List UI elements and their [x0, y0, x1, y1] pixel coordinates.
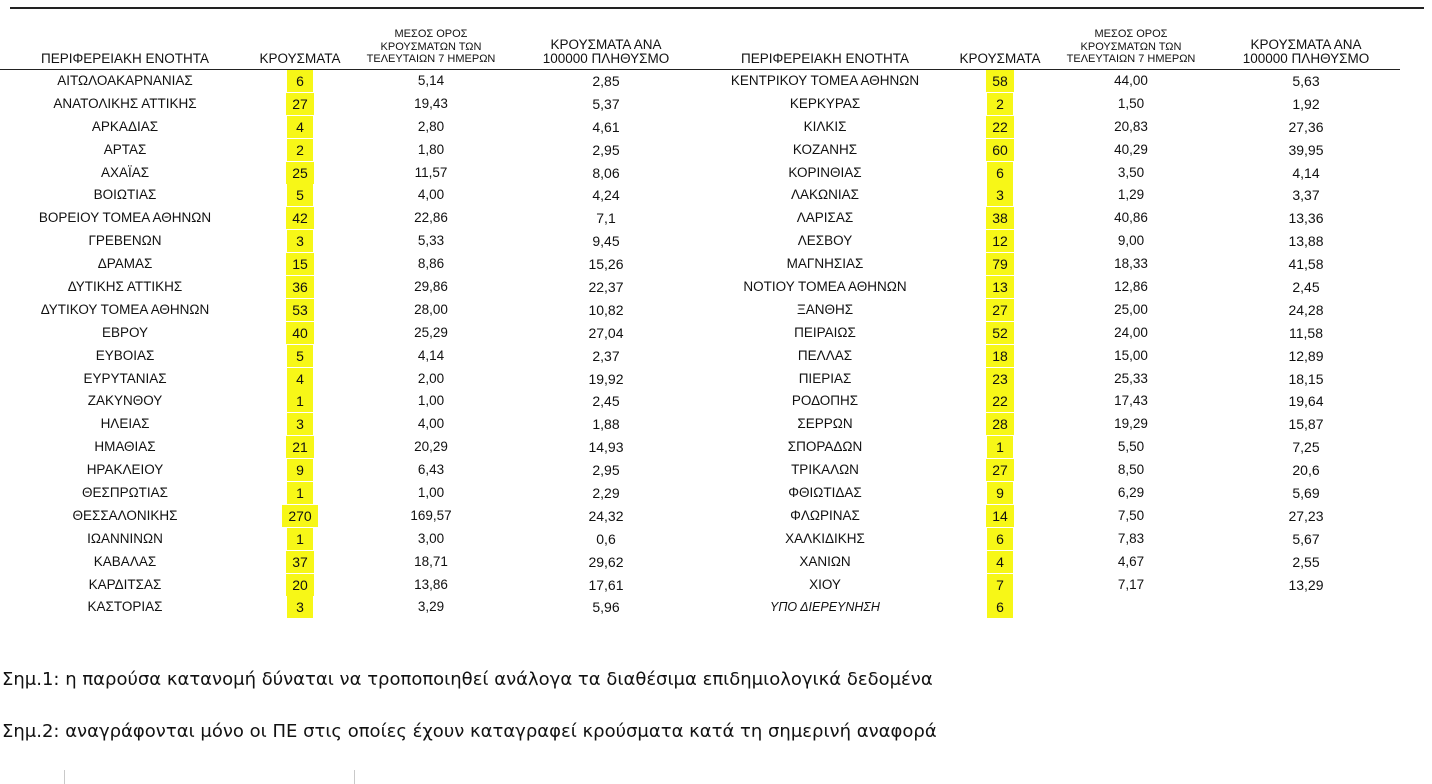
avg-cell-left: 29,86 — [414, 278, 448, 294]
cases-cell-right — [950, 344, 1050, 367]
header-avg-left — [350, 28, 512, 69]
highlighted-cases-value: 3 — [287, 596, 313, 618]
avg-cell-left: 4,00 — [417, 416, 445, 432]
avg-cell-right: 15,00 — [1114, 347, 1148, 363]
table-row — [0, 115, 1400, 138]
name-cell-right: ΚΟΖΑΝΗΣ — [792, 141, 858, 157]
name-cell-left: ΔΥΤΙΚΗΣ ΑΤΤΙΚΗΣ — [67, 278, 183, 294]
avg-cell-left: 28,00 — [414, 301, 448, 317]
cases-cell-left — [250, 482, 350, 505]
cases-cell-right — [950, 138, 1050, 161]
highlighted-cases-value: 2 — [287, 139, 313, 161]
avg-cell-right: 1,50 — [1117, 95, 1145, 111]
avg-cell-right: 18,33 — [1114, 256, 1148, 272]
name-cell-right: ΠΕΙΡΑΙΩΣ — [794, 324, 856, 340]
highlighted-cases-value: 3 — [287, 413, 313, 435]
table-row — [0, 367, 1400, 390]
avg-cell-left: 22,86 — [414, 210, 448, 226]
name-cell-left: ΓΡΕΒΕΝΩΝ — [88, 233, 162, 249]
per-cell-right: 41,58 — [1288, 256, 1324, 273]
per-cell-right — [1212, 596, 1400, 619]
name-cell-left: ΕΒΡΟΥ — [101, 324, 149, 340]
highlighted-cases-value: 40 — [286, 322, 314, 344]
name-cell-left: ΘΕΣΠΡΩΤΙΑΣ — [81, 484, 169, 500]
table-row — [0, 253, 1400, 276]
cases-cell-right — [950, 276, 1050, 299]
per-cell-right: 11,58 — [1289, 324, 1323, 341]
table-row — [0, 573, 1400, 596]
highlighted-cases-value: 42 — [286, 207, 314, 229]
avg-cell-left: 2,00 — [417, 370, 445, 386]
name-cell-right: ΧΙΟΥ — [809, 576, 841, 592]
avg-cell-left: 3,00 — [417, 530, 445, 546]
cases-cell-left — [250, 459, 350, 482]
highlighted-cases-value: 22 — [986, 390, 1014, 412]
header-region-left: ΠΕΡΙΦΕΡΕΙΑΚΗ ΕΝΟΤΗΤΑ — [0, 28, 250, 69]
name-cell-left: ΑΝΑΤΟΛΙΚΗΣ ΑΤΤΙΚΗΣ — [53, 95, 197, 111]
cases-cell-right — [950, 69, 1050, 92]
per-cell-left: 27,04 — [588, 324, 624, 341]
per-cell-right: 7,25 — [1292, 439, 1320, 456]
cases-cell-right — [950, 184, 1050, 207]
cases-cell-right — [950, 459, 1050, 482]
avg-cell-left: 11,57 — [414, 164, 448, 180]
avg-cell-right: 1,29 — [1117, 187, 1145, 203]
header-cases-right: ΚΡΟΥΣΜΑΤΑ — [950, 28, 1050, 69]
name-cell-left: ΘΕΣΣΑΛΟΝΙΚΗΣ — [72, 507, 178, 523]
highlighted-cases-value: 1 — [287, 390, 313, 412]
highlighted-cases-value: 9 — [987, 482, 1013, 504]
header-avg-line2: ΚΡΟΥΣΜΑΤΩΝ ΤΩΝ — [1080, 40, 1182, 53]
table-row — [0, 138, 1400, 161]
cases-table — [0, 28, 1400, 619]
avg-cell-left: 19,43 — [414, 95, 448, 111]
highlighted-cases-value: 6 — [987, 162, 1013, 184]
cases-cell-left — [250, 367, 350, 390]
avg-cell-left: 5,33 — [417, 233, 445, 249]
highlighted-cases-value: 3 — [987, 184, 1013, 206]
avg-cell-right: 6,29 — [1117, 484, 1145, 500]
avg-cell-left: 6,43 — [417, 462, 445, 478]
avg-cell-left: 1,00 — [417, 393, 445, 409]
highlighted-cases-value: 52 — [986, 322, 1014, 344]
avg-cell-left: 1,00 — [417, 484, 445, 500]
table-row — [0, 184, 1400, 207]
cases-cell-left — [250, 92, 350, 115]
avg-cell-right: 40,29 — [1114, 141, 1148, 157]
avg-cell-left: 3,29 — [417, 599, 445, 615]
highlighted-cases-value: 4 — [287, 368, 313, 390]
avg-cell-right: 7,50 — [1117, 507, 1145, 523]
table-row — [0, 504, 1400, 527]
avg-cell-right: 25,00 — [1114, 301, 1148, 317]
avg-cell-right: 12,86 — [1114, 278, 1148, 294]
name-cell-left: ΗΜΑΘΙΑΣ — [94, 439, 156, 455]
name-cell-left: ΑΡΚΑΔΙΑΣ — [91, 118, 159, 134]
highlighted-cases-value: 27 — [986, 299, 1014, 321]
per-cell-left: 22,37 — [588, 278, 624, 295]
avg-cell-right: 25,33 — [1114, 370, 1148, 386]
highlighted-cases-value: 4 — [987, 551, 1013, 573]
cases-cell-right — [950, 390, 1050, 413]
name-cell-right: ΛΑΡΙΣΑΣ — [796, 210, 854, 226]
highlighted-cases-value: 13 — [986, 276, 1014, 298]
note-2: Σημ.2: αναγράφονται μόνο οι ΠΕ στις οποίες έχουν καταγραφεί κρούσματα κατά τη σημερινή αναφορά — [2, 721, 937, 742]
table-row — [0, 69, 1400, 92]
table-row — [0, 92, 1400, 115]
cases-cell-left — [250, 207, 350, 230]
name-cell-left: ΕΥΡΥΤΑΝΙΑΣ — [83, 370, 167, 386]
table-row — [0, 459, 1400, 482]
name-cell-left: ΒΟΡΕΙΟΥ ΤΟΜΕΑ ΑΘΗΝΩΝ — [38, 210, 212, 226]
per-cell-left: 15,26 — [588, 256, 624, 273]
highlighted-cases-value: 12 — [986, 230, 1014, 252]
avg-cell-right: 20,83 — [1114, 118, 1148, 134]
name-cell-right: ΡΟΔΟΠΗΣ — [791, 393, 859, 409]
per-cell-left: 2,37 — [592, 347, 620, 364]
header-per-line2: 100000 ΠΛΗΘΥΣΜΟ — [1242, 50, 1370, 66]
highlighted-cases-value: 6 — [987, 596, 1013, 618]
table-row — [0, 436, 1400, 459]
highlighted-cases-value: 37 — [286, 551, 314, 573]
cases-cell-right — [950, 413, 1050, 436]
highlighted-cases-value: 21 — [286, 436, 314, 458]
per-cell-left: 4,24 — [592, 187, 620, 204]
header-cases-left: ΚΡΟΥΣΜΑΤΑ — [250, 28, 350, 69]
name-cell-left: ΗΡΑΚΛΕΙΟΥ — [86, 462, 164, 478]
header-per-line1: ΚΡΟΥΣΜΑΤΑ ΑΝΑ — [550, 36, 662, 52]
highlighted-cases-value: 23 — [986, 368, 1014, 390]
highlighted-cases-value: 5 — [287, 184, 313, 206]
per-cell-right: 27,23 — [1288, 507, 1324, 524]
per-cell-left: 2,45 — [592, 393, 620, 410]
cases-cell-left — [250, 573, 350, 596]
highlighted-cases-value: 270 — [282, 505, 317, 527]
name-cell-left: ΙΩΑΝΝΙΝΩΝ — [87, 530, 163, 546]
per-cell-left: 10,82 — [588, 301, 624, 318]
table-row — [0, 344, 1400, 367]
per-cell-left: 2,29 — [592, 484, 620, 501]
per-cell-right: 12,89 — [1288, 347, 1324, 364]
per-cell-right: 13,36 — [1288, 210, 1324, 227]
top-rule — [10, 7, 1424, 9]
avg-cell-right: 17,43 — [1114, 393, 1148, 409]
name-cell-left: ΖΑΚΥΝΘΟΥ — [87, 393, 163, 409]
avg-cell-left: 20,29 — [414, 439, 448, 455]
highlighted-cases-value: 4 — [287, 116, 313, 138]
name-cell-left: ΒΟΙΩΤΙΑΣ — [93, 187, 157, 203]
table-row — [0, 550, 1400, 573]
cases-table-container — [0, 28, 1432, 619]
highlighted-cases-value: 3 — [287, 230, 313, 252]
avg-cell-right: 24,00 — [1114, 324, 1148, 340]
name-cell-right: ΚΕΡΚΥΡΑΣ — [789, 95, 861, 111]
cases-cell-left — [250, 298, 350, 321]
name-cell-left: ΑΧΑΪΑΣ — [100, 164, 150, 180]
highlighted-cases-value: 20 — [286, 574, 314, 596]
header-per100k-left — [512, 28, 700, 69]
note-1: Σημ.1: η παρούσα κατανομή δύναται να τροποποιηθεί ανάλογα τα διαθέσιμα επιδημιολογικά δεδομένα — [2, 669, 933, 690]
cases-cell-right — [950, 115, 1050, 138]
header-avg-line1: ΜΕΣΟΣ ΟΡΟΣ — [394, 28, 468, 40]
per-cell-right: 1,92 — [1292, 95, 1320, 112]
highlighted-cases-value: 36 — [286, 276, 314, 298]
cases-cell-right — [950, 207, 1050, 230]
avg-cell-right: 7,17 — [1117, 576, 1145, 592]
per-cell-left: 4,61 — [592, 118, 620, 135]
cases-cell-right — [950, 367, 1050, 390]
avg-cell-left: 5,14 — [417, 72, 445, 88]
cases-cell-left — [250, 344, 350, 367]
cases-cell-right — [950, 230, 1050, 253]
cases-cell-left — [250, 436, 350, 459]
table-row — [0, 321, 1400, 344]
per-cell-left: 8,06 — [592, 164, 620, 181]
avg-cell-left: 8,86 — [417, 256, 445, 272]
cases-cell-left — [250, 276, 350, 299]
cases-cell-right — [950, 321, 1050, 344]
per-cell-right: 24,28 — [1288, 301, 1324, 318]
name-cell-right: ΛΑΚΩΝΙΑΣ — [791, 187, 859, 203]
table-row — [0, 390, 1400, 413]
table-header-row — [0, 28, 1400, 69]
cases-cell-left — [250, 413, 350, 436]
highlighted-cases-value: 27 — [986, 459, 1014, 481]
highlighted-cases-value: 2 — [987, 93, 1013, 115]
avg-cell-right: 7,83 — [1117, 530, 1145, 546]
name-cell-right: ΧΑΝΙΩΝ — [799, 553, 851, 569]
per-cell-left: 1,88 — [592, 416, 620, 433]
avg-cell-right: 40,86 — [1114, 210, 1148, 226]
per-cell-right: 5,67 — [1292, 530, 1320, 547]
per-cell-left: 0,6 — [596, 530, 616, 547]
per-cell-left: 24,32 — [588, 507, 624, 524]
name-cell-right: ΚΙΛΚΙΣ — [803, 118, 847, 134]
name-cell-right: ΠΙΕΡΙΑΣ — [798, 370, 852, 386]
per-cell-right: 2,45 — [1292, 278, 1320, 295]
avg-cell-right: 9,00 — [1117, 233, 1145, 249]
cases-cell-right — [950, 161, 1050, 184]
cases-cell-left — [250, 138, 350, 161]
name-cell-left: ΔΥΤΙΚΟΥ ΤΟΜΕΑ ΑΘΗΝΩΝ — [40, 301, 210, 317]
per-cell-right: 39,95 — [1288, 141, 1324, 158]
highlighted-cases-value: 1 — [287, 482, 313, 504]
table-row — [0, 230, 1400, 253]
cases-cell-left — [250, 321, 350, 344]
cases-cell-right — [950, 550, 1050, 573]
highlighted-cases-value: 25 — [286, 162, 314, 184]
highlighted-cases-value: 6 — [287, 70, 313, 92]
avg-cell-left: 4,00 — [417, 187, 445, 203]
avg-cell-right: 3,50 — [1117, 164, 1145, 180]
cases-cell-right — [950, 298, 1050, 321]
header-per100k-right — [1212, 28, 1400, 69]
header-avg-line2: ΚΡΟΥΣΜΑΤΩΝ ΤΩΝ — [380, 40, 482, 53]
highlighted-cases-value: 15 — [286, 253, 314, 275]
cases-cell-left — [250, 230, 350, 253]
avg-cell-right: 44,00 — [1114, 72, 1148, 88]
table-row — [0, 276, 1400, 299]
highlighted-cases-value: 53 — [286, 299, 314, 321]
name-cell-left: ΔΡΑΜΑΣ — [97, 256, 153, 272]
per-cell-left: 17,61 — [588, 576, 624, 593]
header-per-line2: 100000 ΠΛΗΘΥΣΜΟ — [542, 50, 670, 66]
table-body — [0, 69, 1400, 619]
cases-cell-right — [950, 482, 1050, 505]
name-cell-left: ΕΥΒΟΙΑΣ — [95, 347, 155, 363]
header-avg-right — [1050, 28, 1212, 69]
highlighted-cases-value: 14 — [986, 505, 1014, 527]
divider-line-right — [354, 770, 355, 784]
name-cell-right: ΦΘΙΩΤΙΔΑΣ — [788, 484, 862, 500]
cases-cell-left — [250, 115, 350, 138]
per-cell-right: 5,63 — [1292, 72, 1320, 89]
cases-cell-right — [950, 436, 1050, 459]
per-cell-right: 13,29 — [1288, 576, 1324, 593]
per-cell-right: 20,6 — [1292, 462, 1320, 479]
per-cell-right: 2,55 — [1292, 553, 1320, 570]
name-cell-right: ΠΕΛΛΑΣ — [797, 347, 853, 363]
cases-cell-left — [250, 161, 350, 184]
per-cell-right: 15,87 — [1288, 416, 1324, 433]
per-cell-right: 18,15 — [1288, 370, 1324, 387]
name-cell-right: ΣΠΟΡΑΔΩΝ — [787, 439, 863, 455]
table-row — [0, 161, 1400, 184]
avg-cell-right — [1050, 596, 1212, 619]
name-cell-right: ΣΕΡΡΩΝ — [797, 416, 853, 432]
name-cell-right: ΚΟΡΙΝΘΙΑΣ — [788, 164, 862, 180]
name-cell-right: ΚΕΝΤΡΙΚΟΥ ΤΟΜΕΑ ΑΘΗΝΩΝ — [730, 72, 920, 88]
highlighted-cases-value: 7 — [987, 574, 1013, 596]
highlighted-cases-value: 60 — [986, 139, 1014, 161]
name-cell-left: ΚΑΣΤΟΡΙΑΣ — [87, 599, 163, 615]
header-per-line1: ΚΡΟΥΣΜΑΤΑ ΑΝΑ — [1250, 36, 1362, 52]
name-cell-right: ΦΛΩΡΙΝΑΣ — [790, 507, 860, 523]
highlighted-cases-value: 1 — [987, 436, 1013, 458]
highlighted-cases-value: 28 — [986, 413, 1014, 435]
per-cell-right: 27,36 — [1288, 118, 1324, 135]
avg-cell-right: 8,50 — [1117, 462, 1145, 478]
per-cell-left: 19,92 — [588, 370, 624, 387]
per-cell-left: 29,62 — [588, 553, 624, 570]
highlighted-cases-value: 58 — [986, 70, 1014, 92]
header-region-right: ΠΕΡΙΦΕΡΕΙΑΚΗ ΕΝΟΤΗΤΑ — [700, 28, 950, 69]
table-row — [0, 482, 1400, 505]
per-cell-left: 2,95 — [592, 141, 620, 158]
name-cell-left: ΑΙΤΩΛΟΑΚΑΡΝΑΝΙΑΣ — [57, 72, 193, 88]
per-cell-left: 2,95 — [592, 462, 620, 479]
name-cell-right: ΛΕΣΒΟΥ — [797, 233, 853, 249]
per-cell-left: 5,37 — [592, 95, 620, 112]
table-row — [0, 413, 1400, 436]
avg-cell-left: 1,80 — [417, 141, 445, 157]
highlighted-cases-value: 79 — [986, 253, 1014, 275]
avg-cell-left: 13,86 — [414, 576, 448, 592]
name-cell-left: ΑΡΤΑΣ — [103, 141, 147, 157]
name-cell-right: ΤΡΙΚΑΛΩΝ — [791, 462, 859, 478]
cases-cell-right — [950, 596, 1050, 619]
cases-cell-right — [950, 253, 1050, 276]
cases-cell-left — [250, 504, 350, 527]
name-cell-right: ΝΟΤΙΟΥ ΤΟΜΕΑ ΑΘΗΝΩΝ — [743, 278, 907, 294]
highlighted-cases-value: 5 — [287, 345, 313, 367]
avg-cell-left: 18,71 — [414, 553, 448, 569]
name-cell-left: ΚΑΒΑΛΑΣ — [93, 553, 157, 569]
avg-cell-left: 2,80 — [417, 118, 445, 134]
cases-cell-left — [250, 550, 350, 573]
highlighted-cases-value: 22 — [986, 116, 1014, 138]
cases-cell-left — [250, 69, 350, 92]
cases-cell-right — [950, 573, 1050, 596]
highlighted-cases-value: 9 — [287, 459, 313, 481]
table-row — [0, 527, 1400, 550]
header-avg-line3: ΤΕΛΕΥΤΑΙΩΝ 7 ΗΜΕΡΩΝ — [1066, 53, 1196, 65]
avg-cell-right: 4,67 — [1117, 553, 1145, 569]
name-cell-left: ΚΑΡΔΙΤΣΑΣ — [88, 576, 162, 592]
name-cell-right: ΧΑΛΚΙΔΙΚΗΣ — [785, 530, 865, 546]
table-row — [0, 298, 1400, 321]
name-cell-right: ΜΑΓΝΗΣΙΑΣ — [786, 256, 864, 272]
cases-cell-right — [950, 504, 1050, 527]
cases-cell-left — [250, 527, 350, 550]
name-cell-right: ΥΠΟ ΔΙΕΡΕΥΝΗΣΗ — [770, 600, 880, 615]
per-cell-left: 14,93 — [588, 439, 624, 456]
per-cell-right: 4,14 — [1292, 164, 1320, 181]
avg-cell-left: 25,29 — [414, 324, 448, 340]
avg-cell-left: 4,14 — [417, 347, 445, 363]
cases-cell-left — [250, 253, 350, 276]
name-cell-left: ΗΛΕΙΑΣ — [100, 416, 150, 432]
divider-line-left — [64, 770, 65, 784]
avg-cell-right: 5,50 — [1117, 439, 1145, 455]
highlighted-cases-value: 18 — [986, 345, 1014, 367]
per-cell-left: 7,1 — [596, 210, 616, 227]
highlighted-cases-value: 6 — [987, 528, 1013, 550]
highlighted-cases-value: 1 — [287, 528, 313, 550]
table-row — [0, 207, 1400, 230]
cases-cell-left — [250, 596, 350, 619]
cases-cell-right — [950, 527, 1050, 550]
cases-cell-right — [950, 92, 1050, 115]
avg-cell-left: 169,57 — [410, 507, 452, 523]
per-cell-right: 13,88 — [1288, 233, 1324, 250]
per-cell-left: 5,96 — [592, 599, 620, 616]
name-cell-right: ΞΑΝΘΗΣ — [796, 301, 854, 317]
per-cell-right: 19,64 — [1288, 393, 1324, 410]
cases-cell-left — [250, 390, 350, 413]
per-cell-right: 3,37 — [1292, 187, 1320, 204]
table-row — [0, 596, 1400, 619]
header-avg-line3: ΤΕΛΕΥΤΑΙΩΝ 7 ΗΜΕΡΩΝ — [366, 53, 496, 65]
per-cell-left: 2,85 — [592, 72, 620, 89]
per-cell-right: 5,69 — [1292, 484, 1320, 501]
highlighted-cases-value: 38 — [986, 207, 1014, 229]
cases-cell-left — [250, 184, 350, 207]
header-avg-line1: ΜΕΣΟΣ ΟΡΟΣ — [1094, 28, 1168, 40]
per-cell-left: 9,45 — [592, 233, 620, 250]
highlighted-cases-value: 27 — [286, 93, 314, 115]
avg-cell-right: 19,29 — [1114, 416, 1148, 432]
